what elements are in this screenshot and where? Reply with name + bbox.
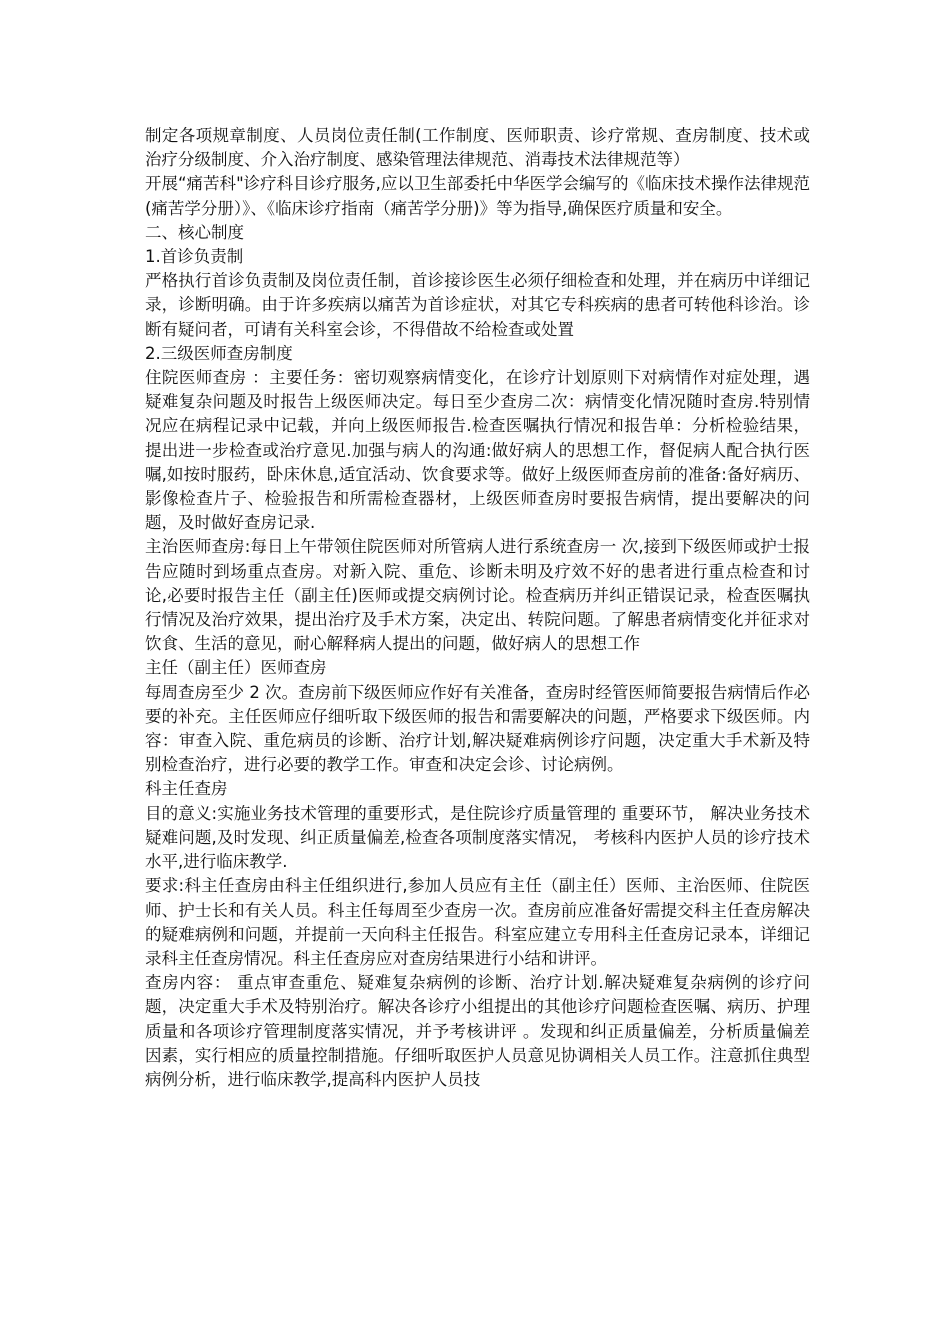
paragraph-chief-physician-rounds: 每周查房至少 2 次。查房前下级医师应作好有关准备，查房时经管医师简要报告病情后作必要的补充。主任医师应仔细听取下级医师的报告和需要解决的问题，严格要求下级医师。内容：审查入院、重危病员的诊断、治疗计划,解决疑难病例诊疗问题，决定重大手术新及特别检查治疗，进行必要的教学工作。审查和决定会诊、讨论病例。 [145, 682, 810, 775]
subheading-first-visit: 1.首诊负责制 [145, 247, 244, 267]
paragraph-regulations: 制定各项规章制度、人员岗位责任制(工作制度、医师职责、诊疗常规、查房制度、技术或治疗分级制度、介入治疗制度、感染管理法律规范、消毒技术法律规范等） [145, 126, 810, 170]
paragraph-purpose: 目的意义:实施业务技术管理的重要形式，是住院诊疗质量管理的 重要环节， 解决业务技术疑难问题,及时发现、纠正质量偏差,检查各项制度落实情况， 考核科内医护人员的诊疗技术水平,进行临床教学. [145, 803, 810, 872]
paragraph-rounds-content: 查房内容： 重点审查重危、疑难复杂病例的诊断、治疗计划.解决疑难复杂病例的诊疗问题，决定重大手术及特别治疗。解决各诊疗小组提出的其他诊疗问题检查医嘱、病历、护理质量和各项诊疗管理制度落实情况，并予考核讲评 。发现和纠正质量偏差，分析质量偏差因素，实行相应的质量控制措施。仔细听取医护人员意见协调相关人员工作。注意抓住典型病例分析，进行临床教学,提高科内医护人员技 [145, 973, 810, 1089]
subheading-chief-physician-rounds: 主任（副主任）医师查房 [145, 658, 327, 678]
subheading-department-head-rounds: 科主任查房 [145, 779, 228, 799]
subheading-three-level-rounds: 2.三级医师查房制度 [145, 343, 293, 363]
paragraph-resident-rounds: 住院医师查房 ：主要任务：密切观察病情变化，在诊疗计划原则下对病情作对症处理，遇疑难复杂问题及时报告上级医师决定。每日至少查房二次：病情变化情况随时查房.特别情况应在病程记录中记载，并向上级医师报告.检查医嘱执行情况和报告单：分析检验结果，提出进一步检查或治疗意见.加强与病人的沟通:做好病人的思想工作，督促病人配合执行医嘱,如按时服药，卧床休息,适宜活动、饮食要求等。做好上级医师查房前的准备:备好病历、影像检查片子、检验报告和所需检查器材，上级医师查房时要报告病情，提出要解决的问题，及时做好查房记录. [145, 368, 810, 533]
paragraph-attending-rounds: 主治医师查房:每日上午带领住院医师对所管病人进行系统查房一 次,接到下级医师或护士报告应随时到场重点查房。对新入院、重危、诊断未明及疗效不好的患者进行重点检查和讨论,必要时报告主任（副主任)医师或提交病例讨论。检查病历并纠正错误记录，检查医嘱执行情况及治疗效果，提出治疗及手术方案，决定出、转院问题。了解患者病情变化并征求对饮食、生活的意见，耐心解释病人提出的问题，做好病人的思想工作 [145, 537, 810, 654]
section-heading-core-systems: 二、核心制度 [145, 222, 244, 242]
paragraph-requirements: 要求:科主任查房由科主任组织进行,参加人员应有主任（副主任）医师、主治医师、住院医师、护士长和有关人员。科主任每周至少查房一次。查房前应准备好需提交科主任查房解决的疑难病例和问题，并提前一天向科主任报告。科室应建立专用科主任查房记录本，详细记录科主任查房情况。科主任查房应对查房结果进行小结和讲评。 [145, 876, 810, 968]
paragraph-first-visit: 严格执行首诊负责制及岗位责任制，首诊接诊医生必须仔细检查和处理，并在病历中详细记录，诊断明确。由于许多疾病以痛苦为首诊症状，对其它专科疾病的患者可转他科诊治。诊断有疑问者，可请有关科室会诊，不得借故不给检查或处置 [145, 271, 810, 339]
paragraph-service-guidelines: 开展“痛苦科"诊疗科目诊疗服务,应以卫生部委托中华医学会编写的《临床技术操作法律规范(痛苦学分册）》、《临床诊疗指南（痛苦学分册)》等为指导,确保医疗质量和安全。 [145, 174, 810, 218]
document-body [145, 124, 810, 1092]
